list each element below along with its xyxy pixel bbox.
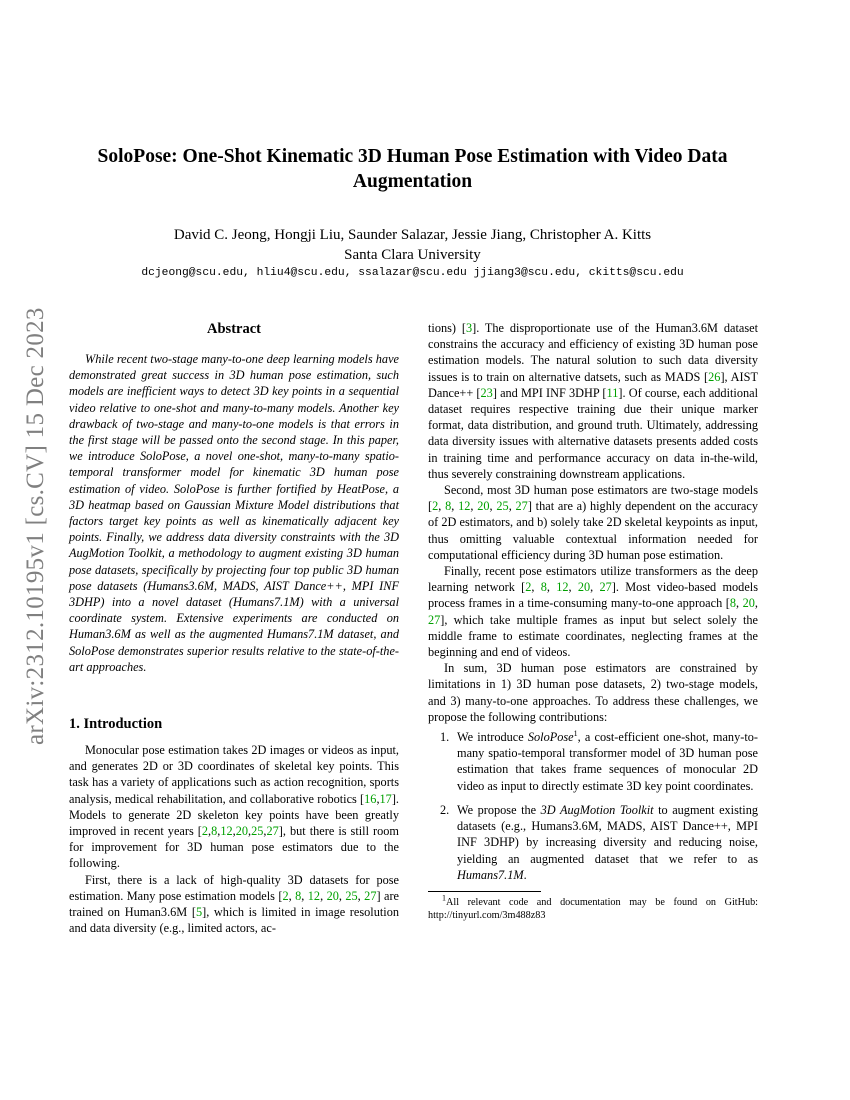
citation[interactable]: 20 [235,824,249,839]
author-block [60,225,765,265]
right-paragraph-1: Second, most 3D human pose estimators are two-stage models [2, 8, 12, 20, 25, 27] that are a) highly dependent on the accuracy of 2D estimators, and b) solely take 2D skeletal keypoints as input, thus omitting valuable contextual information needed for computational efficiency during 3D human pose estimation. [428,483,758,562]
title-line-2: Augmentation [352,171,473,192]
citation[interactable]: 25 [345,888,358,903]
footnote-marker[interactable]: 1 [573,728,578,738]
citation[interactable]: 20 [326,888,339,903]
footnote-rule [428,891,541,892]
list-item: 2. We propose the 3D AugMotion Toolkit to augment existing datasets (e.g., Humans3.6M, MADS, AIST Dance++, MPI INF 3DHP) by increasing diversity and reducing noise, yielding an augmented dataset that we refer to as Humans7.1M. [440,802,759,882]
list-item: 1. We introduce SoloPose$^1$, a cost-efficient one-shot, many-to-many spatio-temporal transformer model of 3D human pose estimation that takes frame sequences of monocular 2D video as input to directly estimate 3D key point coordinates. [440,728,758,793]
citation[interactable]: 27 [364,888,377,903]
citation[interactable]: 20 [742,596,755,611]
left-column [69,320,399,937]
citation[interactable]: 2 [432,499,439,514]
citation[interactable]: 8 [295,888,302,903]
abstract-text: While recent two-stage many-to-one deep learning models have demonstrated great success in 3D human pose estimation, such models are inefficient ways to detect 3D key points in a sequential video relative to one-shot and many-to-many models. Another key drawback of two-stage and many-to-one models is that errors in the first stage will be passed onto the second stage. In this paper, we introduce SoloPose, a novel one-shot, many-to-many spatio-temporal transformer model for kinematic 3D human pose estimation of video. SoloPose is further fortified by HeatPose, a 3D heatmap based on Gaussian Mixture Model distributions that factors target key points as well as kinematically adjacent key points. Finally, we address data diversity constraints with the 3D AugMotion Toolkit, a methodology to augment existing 3D human pose datasets, specifically by projecting four top public 3D human pose datasets (Humans3.6M, MADS, AIST Dance++, MPI INF 3DHP) into a novel dataset (Humans7.1M) with a universal coordinate system. Extensive experiments are conducted on Human3.6M as well as the augmented Humans7.1M dataset, and SoloPose demonstrates superior results relative to the state-of-the-art approaches. [69,352,399,674]
citation[interactable]: 11 [606,385,619,400]
citation[interactable]: 2 [525,580,532,595]
citation[interactable]: 12 [458,499,471,514]
paper-title [60,144,765,194]
citation[interactable]: 12 [220,824,233,839]
citation[interactable]: 25 [251,824,264,839]
citation[interactable]: 20 [477,499,490,514]
arxiv-stamp: arXiv:2312.10195v1 [cs.CV] 15 Dec 2023 [22,307,49,745]
citation[interactable]: 27 [599,580,612,595]
citation[interactable]: 8 [445,499,452,514]
contribution-list [428,729,758,883]
right-paragraph-0: tions) [3]. The disproportionate use of the Human3.6M dataset constrains the accuracy and efficiency of existing 3D human pose estimation models. The natural solution to such data diversity issues is to train on alternative datsets, such as MADS [26], AIST Dance++ [23] and MPI INF 3DHP [11]. Of course, each additional dataset requires respective training due their unique marker format, data distribution, and ground truth. Ultimately, addressing data diversity issues with alternative datasets presents added costs in training time and performance accuracy on data in-the-wild, thus severely constraining downstream applications. [428,321,759,481]
citation[interactable]: 16 [364,791,377,806]
authors: David C. Jeong, Hongji Liu, Saunder Salazar, Jessie Jiang, Christopher A. Kitts [173,227,652,243]
citation[interactable]: 25 [496,499,509,514]
right-paragraph-2: Finally, recent pose estimators utilize transformers as the deep learning network [2, 8, 12, 20, 27]. Most video-based models process frames in a time-consuming many-to-one approach [8, 20, 27], which take multiple frames as input but select solely the middle frame to estimate coordinates, neglecting frames at the beginning and end of videos. [428,564,758,660]
abstract-heading: Abstract [207,321,261,337]
citation[interactable]: 5 [195,905,203,920]
citation[interactable]: 12 [556,580,569,595]
citation[interactable]: 27 [428,612,441,627]
citation[interactable]: 8 [540,580,547,595]
citation[interactable]: 26 [708,369,721,384]
citation[interactable]: 8 [729,596,737,611]
citation[interactable]: 3 [465,321,473,335]
citation[interactable]: 2 [201,824,209,839]
citation[interactable]: 17 [379,791,392,806]
citation[interactable]: 2 [282,888,289,903]
citation[interactable]: 12 [307,888,321,903]
intro-heading: 1. Introduction [69,716,163,733]
intro-paragraph-1: Monocular pose estimation takes 2D images or videos as input, and generates 2D or 3D coordinates of skeletal key points. This task has a variety of applications such as action recognition, sports analysis, medical rehabilitation, and collaborative robotics [16,17]. Models to generate 2D skeleton key points have been greatly improved in recent years [2,8,12,20,25,27], but there is still room for improvement for 3D human pose estimators due to the following. [69,743,399,871]
emails: dcjeong@scu.edu, hliu4@scu.edu, ssalazar@scu.edu jjiang3@scu.edu, ckitts@scu.edu [141,267,684,279]
intro-paragraph-2: First, there is a lack of high-quality 3D datasets for pose estimation. Many pose estimation models [2, 8, 12, 20, 25, 27] are trained on Human3.6M [5], which is limited in image resolution and data diversity (e.g., limited actors, ac- [69,872,399,936]
citation[interactable]: 27 [515,499,528,514]
title-line-1: SoloPose: One-Shot Kinematic 3D Human Pose Estimation with Video Data [97,146,728,167]
citation[interactable]: 27 [266,824,279,839]
citation[interactable]: 23 [480,385,493,400]
right-column [428,320,758,922]
right-paragraph-3: In sum, 3D human pose estimators are constrained by limitations in 1) 3D human pose datasets, 2) two-stage models, and 3) many-to-one approaches. To address these challenges, we propose the following contributions: [428,661,758,724]
citation[interactable]: 8 [211,824,218,839]
footnote: $^1$All relevant code and documentation may be found on GitHub: http://tinyurl.com/3m488z83 [428,893,758,921]
citation[interactable]: 20 [577,580,591,595]
affiliation: Santa Clara University [344,247,481,263]
